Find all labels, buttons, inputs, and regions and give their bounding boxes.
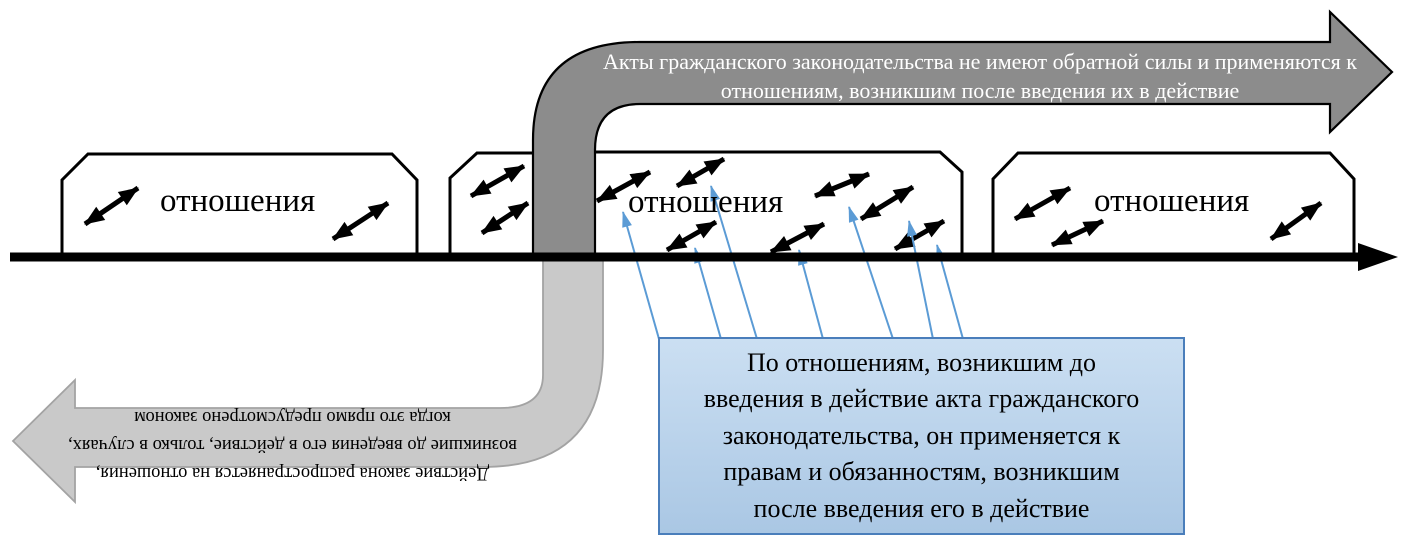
info-box-line-1: По отношениям, возникшим до: [747, 347, 1096, 377]
forward-arrow-line-2: отношениям, возникшим после введения их в действие: [720, 78, 1240, 103]
relations-label-1: отношения: [160, 183, 316, 219]
pointer-arrow-icon: [695, 248, 721, 339]
pointer-arrow-icon: [799, 250, 823, 339]
back-arrow-line-3: когда это прямо предусмотрено законом: [134, 407, 451, 427]
forward-arrow-line-1: Акты гражданского законодательства не имеют обратной силы и применяются к: [602, 49, 1357, 74]
forward-arrow-text: [580, 47, 1380, 105]
back-arrow-text: [30, 403, 555, 487]
relations-label-4: отношения: [1094, 183, 1250, 219]
back-arrow-line-1: Действие закона распространяется на отношения,: [95, 463, 490, 483]
info-box-line-2: введения в действие акта гражданского: [703, 384, 1140, 414]
timeline-arrowhead-icon: [1358, 243, 1398, 271]
info-box-line-4: правам и обязанностям, возникшим: [723, 457, 1120, 487]
info-box-line-3: законодательства, он применяется к: [722, 420, 1121, 450]
info-box-line-5: после введения его в действие: [753, 493, 1090, 523]
info-box: [658, 337, 1185, 535]
back-arrow-line-2: возникшие до введения его в действие, только в случаях,: [68, 435, 517, 455]
relations-label-3: отношения: [628, 184, 784, 220]
